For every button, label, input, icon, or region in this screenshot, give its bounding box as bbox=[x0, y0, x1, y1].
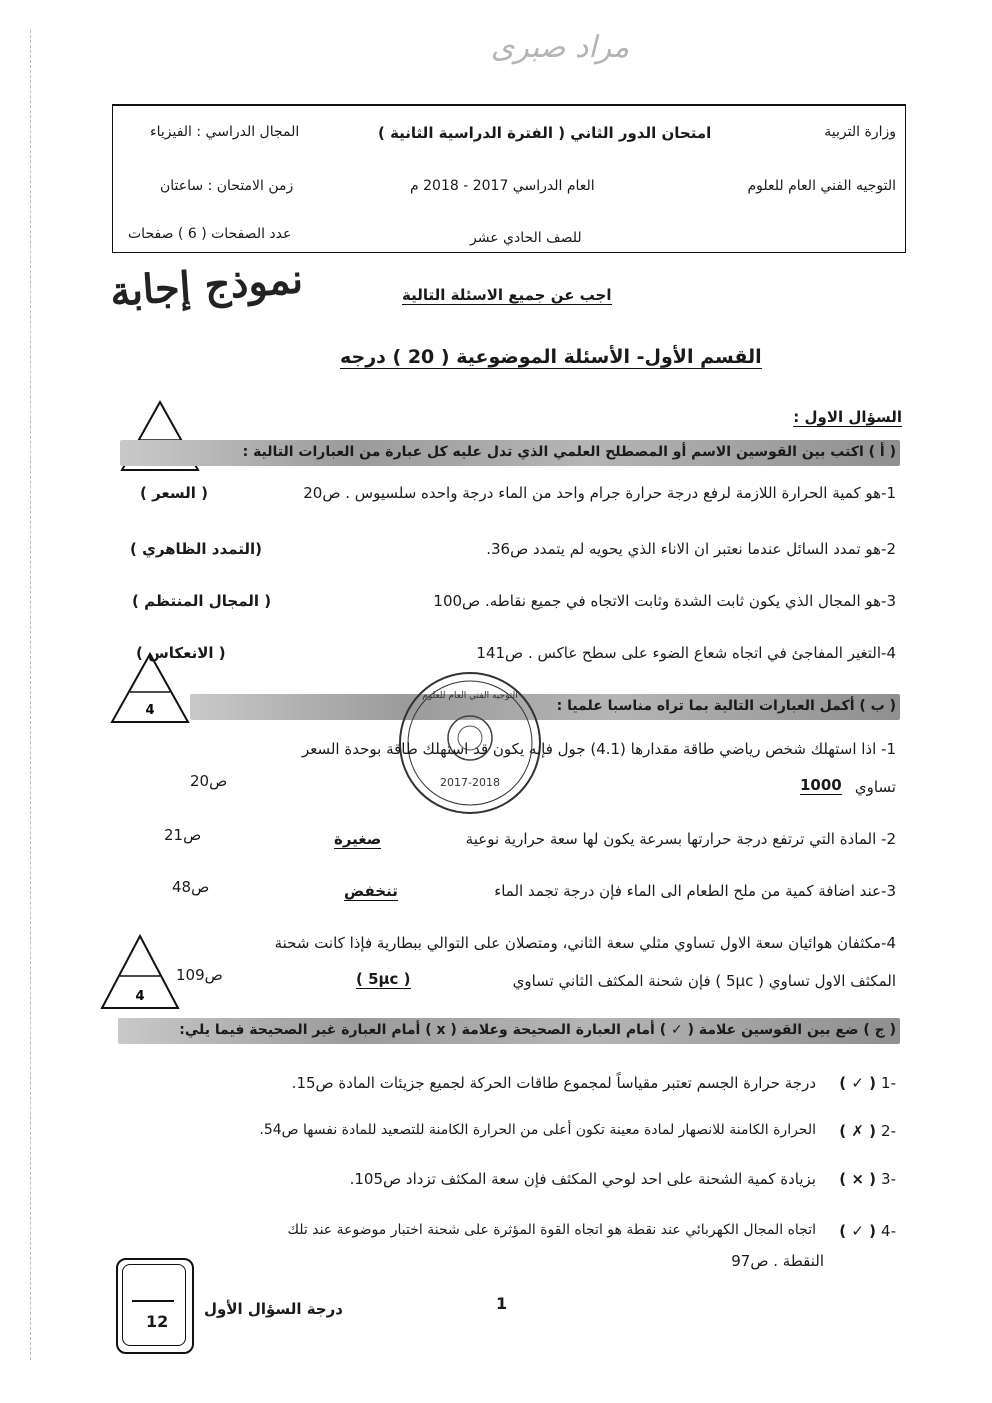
part-a-answer-3: ( المجال المنتظم ) bbox=[132, 592, 272, 610]
part-b-item-4: 4-مكثفان هوائيان سعة الاول تساوي مثلي سعة الثاني، ومتصلان على التوالي ببطارية فإذا كانت شحنة bbox=[274, 934, 896, 952]
part-a-answer-1: ( السعر ) bbox=[140, 484, 208, 502]
handwritten-note: مراد صبرى bbox=[490, 30, 630, 65]
part-b-item-1-line2: تساوي bbox=[854, 778, 896, 796]
part-b-heading: ( ب ) أكمل العبارات التالية بما تراه مناسبا علميا : bbox=[556, 698, 896, 714]
subject-label: المجال الدراسي : الفيزياء bbox=[150, 124, 300, 140]
part-c-item-4-mark: ( ✓ ) bbox=[839, 1222, 876, 1240]
section-title: القسم الأول- الأسئلة الموضوعية ( 20 ) درجه bbox=[340, 346, 762, 368]
part-b-page-2: ص21 bbox=[164, 826, 202, 844]
part-c-item-1: درجة حرارة الجسم تعتبر مقياساً لمجموع طاقات الحركة لجميع جزيئات المادة ص15. bbox=[291, 1074, 816, 1092]
part-c-item-1-mark: ( ✓ ) bbox=[839, 1074, 876, 1092]
part-c-item-3-mark: ( × ) bbox=[839, 1170, 876, 1188]
page-number: 1 bbox=[496, 1294, 508, 1313]
part-a-answer-2: (التمدد الظاهري ) bbox=[130, 540, 262, 558]
part-b-item-4-line2: المكثف الاول تساوي ( 5μc ) فإن شحنة المكثف الثاني تساوي bbox=[512, 972, 896, 990]
part-c-heading: ( ج ) ضع بين القوسين علامة ( ✓ ) أمام العبارة الصحيحة وعلامة ( x ) أمام العبارة غير الصحيحة فيما يلي: bbox=[179, 1022, 896, 1038]
stamp-text: التوجيه الفني العام للعلوم bbox=[422, 691, 518, 701]
part-b-answer-4: ( 5μc ) bbox=[356, 970, 411, 988]
part-b-page-4: ص109 bbox=[176, 966, 223, 984]
part-b-answer-3: تنخفض bbox=[344, 882, 398, 900]
part-c-item-4-line2: النقطة . ص97 bbox=[731, 1252, 824, 1270]
answer-model-label: نموذج إجابة bbox=[108, 255, 305, 316]
part-c-item-4-num: 4- bbox=[881, 1222, 896, 1240]
part-b-item-3: 3-عند اضافة كمية من ملح الطعام الى الماء فإن درجة تجمد الماء bbox=[494, 882, 896, 900]
part-c-item-2-mark: ( ✗ ) bbox=[839, 1122, 876, 1140]
score-triangle-c bbox=[100, 934, 180, 1010]
part-b-page-1: ص20 bbox=[190, 772, 228, 790]
part-a-item-2: 2-هو تمدد السائل عندما نعتبر ان الاناء الذي يحويه لم يتمدد ص36. bbox=[486, 540, 896, 558]
exam-duration: زمن الامتحان : ساعتان bbox=[160, 178, 294, 194]
part-b-item-2: 2- المادة التي ترتفع درجة حرارتها بسرعة يكون لها سعة حرارية نوعية bbox=[465, 830, 896, 848]
part-c-item-4: اتجاه المجال الكهربائي عند نقطة هو اتجاه القوة المؤثرة على شحنة اختبار موضوعة عند تلك bbox=[287, 1222, 816, 1238]
page-count: عدد الصفحات ( 6 ) صفحات bbox=[128, 226, 292, 242]
part-c-item-3-num: 3- bbox=[881, 1170, 896, 1188]
part-a-item-4: 4-التغير المفاجئ في اتجاه شعاع الضوء على سطح عاكس . ص141 bbox=[476, 644, 896, 662]
part-a-heading: ( أ ) اكتب بين القوسين الاسم أو المصطلح العلمي الذي تدل عليه كل عبارة من العبارات التالية : bbox=[242, 444, 896, 460]
score-box-inner bbox=[122, 1264, 186, 1346]
part-b-page-3: ص48 bbox=[172, 878, 210, 896]
triangle-b-score: 4 bbox=[145, 703, 155, 718]
stamp-year: 2017-2018 bbox=[440, 776, 500, 789]
triangle-c-score: 4 bbox=[135, 989, 145, 1004]
part-a-answer-4: ( الانعكاس ) bbox=[136, 644, 226, 662]
grade-label: للصف الحادي عشر bbox=[470, 230, 582, 246]
academic-year: العام الدراسي 2017 - 2018 م bbox=[410, 178, 595, 194]
question-1-heading: السؤال الاول : bbox=[793, 408, 902, 426]
part-c-item-2-num: 2- bbox=[881, 1122, 896, 1140]
directorate-label: التوجيه الفني العام للعلوم bbox=[747, 178, 896, 194]
page-margin-line bbox=[30, 30, 31, 1360]
part-c-item-3: بزيادة كمية الشحنة على احد لوحي المكثف فإن سعة المكثف تزداد ص105. bbox=[349, 1170, 816, 1188]
exam-title: امتحان الدور الثاني ( الفترة الدراسية الثانية ) bbox=[378, 124, 712, 142]
part-b-answer-1: 1000 bbox=[800, 776, 842, 794]
part-a-item-1: 1-هو كمية الحرارة اللازمة لرفع درجة حرارة جرام واحد من الماء درجة واحده سلسيوس . ص20 bbox=[303, 484, 896, 502]
part-c-item-2: الحرارة الكامنة للانصهار لمادة معينة تكون أعلى من الحرارة الكامنة للتصعيد للمادة نفسها ص54. bbox=[259, 1122, 816, 1138]
part-b-answer-2: صغيرة bbox=[334, 830, 382, 848]
ministry-label: وزارة التربية bbox=[824, 124, 896, 140]
part-b-item-1: 1- اذا استهلك شخص رياضي طاقة مقدارها (4.1) جول فإنه يكون قد استهلك طاقة بوحدة السعر bbox=[301, 740, 896, 758]
part-a-item-3: 3-هو المجال الذي يكون ثابت الشدة وثابت الاتجاه في جميع نقاطه. ص100 bbox=[433, 592, 896, 610]
score-label: درجة السؤال الأول bbox=[204, 1300, 343, 1318]
score-line bbox=[132, 1300, 174, 1302]
score-triangle-b bbox=[110, 652, 190, 724]
part-c-item-1-num: 1- bbox=[881, 1074, 896, 1092]
score-total: 12 bbox=[146, 1312, 169, 1331]
instruction: اجب عن جميع الاسئلة التالية bbox=[402, 286, 612, 304]
